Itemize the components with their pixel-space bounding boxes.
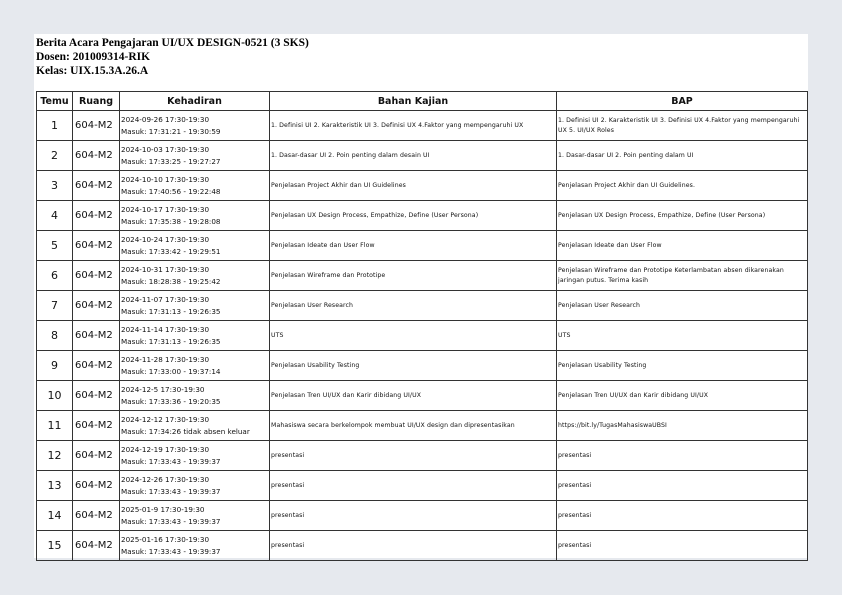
table-row — [37, 201, 808, 231]
temu-cell: 5 — [37, 231, 73, 261]
temu-cell: 15 — [37, 531, 73, 561]
document-header — [36, 36, 309, 78]
kelas-line: Kelas: UIX.15.3A.26.A — [36, 65, 149, 77]
ruang-cell: 604-M2 — [73, 201, 120, 231]
table-row — [37, 321, 808, 351]
bap-cell: Penjelasan Tren UI/UX dan Karir dibidang UI/UX — [557, 381, 808, 411]
masuk-text: Masuk: 17:33:00 - 19:37:14 — [121, 366, 221, 376]
jadwal-text: 2024-10-31 17:30-19:30 — [121, 265, 210, 274]
table-row — [37, 111, 808, 141]
bap-cell: UTS — [557, 321, 808, 351]
kehadiran-cell — [120, 411, 270, 441]
bap-cell: presentasi — [557, 531, 808, 561]
masuk-text: Masuk: 17:35:38 - 19:28:08 — [121, 216, 221, 226]
temu-cell: 12 — [37, 441, 73, 471]
kehadiran-cell — [120, 171, 270, 201]
attendance-table — [36, 91, 808, 561]
table-row — [37, 261, 808, 291]
jadwal-text: 2025-01-9 17:30-19:30 — [121, 505, 205, 514]
jadwal-text: 2024-11-14 17:30-19:30 — [121, 325, 210, 334]
table-row — [37, 351, 808, 381]
kehadiran-cell — [120, 321, 270, 351]
bahan-kajian-cell: presentasi — [270, 441, 557, 471]
bahan-kajian-cell: Penjelasan UX Design Process, Empathize, Define (User Persona) — [270, 201, 557, 231]
temu-cell: 14 — [37, 501, 73, 531]
kehadiran-cell — [120, 471, 270, 501]
bap-cell: https://bit.ly/TugasMahasiswaUBSI — [557, 411, 808, 441]
kehadiran-cell — [120, 441, 270, 471]
table-row — [37, 501, 808, 531]
ruang-cell: 604-M2 — [73, 111, 120, 141]
bahan-kajian-cell: presentasi — [270, 501, 557, 531]
bahan-kajian-cell: Penjelasan Wireframe dan Prototipe — [270, 261, 557, 291]
col-header-bap: BAP — [557, 92, 808, 111]
temu-cell: 13 — [37, 471, 73, 501]
masuk-text: Masuk: 17:31:13 - 19:26:35 — [121, 336, 221, 346]
masuk-text: Masuk: 17:33:42 - 19:29:51 — [121, 246, 221, 256]
kehadiran-cell — [120, 201, 270, 231]
table-row — [37, 171, 808, 201]
ruang-cell: 604-M2 — [73, 141, 120, 171]
bap-cell: Penjelasan Ideate dan User Flow — [557, 231, 808, 261]
table-row — [37, 291, 808, 321]
bahan-kajian-cell: UTS — [270, 321, 557, 351]
bahan-kajian-cell: Penjelasan Project Akhir dan UI Guidelines — [270, 171, 557, 201]
table-row — [37, 531, 808, 561]
masuk-text: Masuk: 17:40:56 - 19:22:48 — [121, 186, 221, 196]
ruang-cell: 604-M2 — [73, 291, 120, 321]
kehadiran-cell — [120, 501, 270, 531]
ruang-cell: 604-M2 — [73, 321, 120, 351]
bahan-kajian-cell: presentasi — [270, 531, 557, 561]
jadwal-text: 2024-09-26 17:30-19:30 — [121, 115, 210, 124]
table-row — [37, 231, 808, 261]
jadwal-text: 2024-10-17 17:30-19:30 — [121, 205, 210, 214]
kehadiran-cell — [120, 531, 270, 561]
jadwal-text: 2024-11-28 17:30-19:30 — [121, 355, 210, 364]
col-header-ruang: Ruang — [73, 92, 120, 111]
bap-cell: Penjelasan UX Design Process, Empathize, Define (User Persona) — [557, 201, 808, 231]
masuk-text: Masuk: 17:33:25 - 19:27:27 — [121, 156, 221, 166]
bap-cell: presentasi — [557, 441, 808, 471]
jadwal-text: 2024-12-5 17:30-19:30 — [121, 385, 205, 394]
bap-cell: presentasi — [557, 501, 808, 531]
jadwal-text: 2025-01-16 17:30-19:30 — [121, 535, 210, 544]
ruang-cell: 604-M2 — [73, 531, 120, 561]
bap-cell: Penjelasan Usability Testing — [557, 351, 808, 381]
temu-cell: 8 — [37, 321, 73, 351]
kehadiran-cell — [120, 141, 270, 171]
ruang-cell: 604-M2 — [73, 171, 120, 201]
masuk-text: Masuk: 17:31:13 - 19:26:35 — [121, 306, 221, 316]
temu-cell: 7 — [37, 291, 73, 321]
ruang-cell: 604-M2 — [73, 471, 120, 501]
table-row — [37, 441, 808, 471]
ruang-cell: 604-M2 — [73, 351, 120, 381]
col-header-kehadiran: Kehadiran — [120, 92, 270, 111]
bahan-kajian-cell: Penjelasan User Research — [270, 291, 557, 321]
bahan-kajian-cell: Penjelasan Usability Testing — [270, 351, 557, 381]
masuk-text: Masuk: 17:33:36 - 19:20:35 — [121, 396, 221, 406]
bap-cell: 1. Definisi UI 2. Karakteristik UI 3. Definisi UX 4.Faktor yang mempengaruhi UX 5. UI/UX Roles — [557, 111, 808, 141]
kehadiran-cell — [120, 261, 270, 291]
temu-cell: 1 — [37, 111, 73, 141]
masuk-text: Masuk: 18:28:38 - 19:25:42 — [121, 276, 221, 286]
temu-cell: 11 — [37, 411, 73, 441]
col-header-temu: Temu — [37, 92, 73, 111]
ruang-cell: 604-M2 — [73, 501, 120, 531]
jadwal-text: 2024-10-10 17:30-19:30 — [121, 175, 210, 184]
table-row — [37, 471, 808, 501]
masuk-text: Masuk: 17:33:43 - 19:39:37 — [121, 486, 221, 496]
bahan-kajian-cell: presentasi — [270, 471, 557, 501]
masuk-text: Masuk: 17:31:21 - 19:30:59 — [121, 126, 221, 136]
ruang-cell: 604-M2 — [73, 261, 120, 291]
jadwal-text: 2024-10-03 17:30-19:30 — [121, 145, 210, 154]
jadwal-text: 2024-12-19 17:30-19:30 — [121, 445, 210, 454]
ruang-cell: 604-M2 — [73, 411, 120, 441]
masuk-text: Masuk: 17:33:43 - 19:39:37 — [121, 516, 221, 526]
document-page — [34, 34, 808, 558]
kehadiran-cell — [120, 231, 270, 261]
jadwal-text: 2024-10-24 17:30-19:30 — [121, 235, 210, 244]
col-header-bahan-kajian: Bahan Kajian — [270, 92, 557, 111]
table-row — [37, 411, 808, 441]
document-title: Berita Acara Pengajaran UI/UX DESIGN-0521 (3 SKS) — [36, 37, 309, 49]
kehadiran-cell — [120, 111, 270, 141]
table-row — [37, 141, 808, 171]
bap-cell: 1. Dasar-dasar UI 2. Poin penting dalam UI — [557, 141, 808, 171]
bahan-kajian-cell: Penjelasan Ideate dan User Flow — [270, 231, 557, 261]
masuk-text: Masuk: 17:34:26 tidak absen keluar — [121, 426, 250, 436]
jadwal-text: 2024-12-26 17:30-19:30 — [121, 475, 210, 484]
bap-cell: Penjelasan Wireframe dan Prototipe Keterlambatan absen dikarenakan jaringan putus. Terima kasih — [557, 261, 808, 291]
kehadiran-cell — [120, 351, 270, 381]
temu-cell: 2 — [37, 141, 73, 171]
ruang-cell: 604-M2 — [73, 441, 120, 471]
kehadiran-cell — [120, 291, 270, 321]
temu-cell: 10 — [37, 381, 73, 411]
bap-cell: presentasi — [557, 471, 808, 501]
bahan-kajian-cell: 1. Dasar-dasar UI 2. Poin penting dalam desain UI — [270, 141, 557, 171]
bap-cell: Penjelasan Project Akhir dan UI Guidelines. — [557, 171, 808, 201]
temu-cell: 6 — [37, 261, 73, 291]
masuk-text: Masuk: 17:33:43 - 19:39:37 — [121, 546, 221, 556]
ruang-cell: 604-M2 — [73, 381, 120, 411]
bahan-kajian-cell: Penjelasan Tren UI/UX dan Karir dibidang UI/UX — [270, 381, 557, 411]
table-row — [37, 381, 808, 411]
jadwal-text: 2024-11-07 17:30-19:30 — [121, 295, 210, 304]
temu-cell: 3 — [37, 171, 73, 201]
bap-cell: Penjelasan User Research — [557, 291, 808, 321]
temu-cell: 9 — [37, 351, 73, 381]
table-header-row — [37, 92, 808, 111]
bahan-kajian-cell: 1. Definisi UI 2. Karakteristik UI 3. Definisi UX 4.Faktor yang mempengaruhi UX — [270, 111, 557, 141]
kehadiran-cell — [120, 381, 270, 411]
dosen-line: Dosen: 201009314-RIK — [36, 51, 151, 63]
ruang-cell: 604-M2 — [73, 231, 120, 261]
temu-cell: 4 — [37, 201, 73, 231]
masuk-text: Masuk: 17:33:43 - 19:39:37 — [121, 456, 221, 466]
bahan-kajian-cell: Mahasiswa secara berkelompok membuat UI/UX design dan dipresentasikan — [270, 411, 557, 441]
jadwal-text: 2024-12-12 17:30-19:30 — [121, 415, 210, 424]
